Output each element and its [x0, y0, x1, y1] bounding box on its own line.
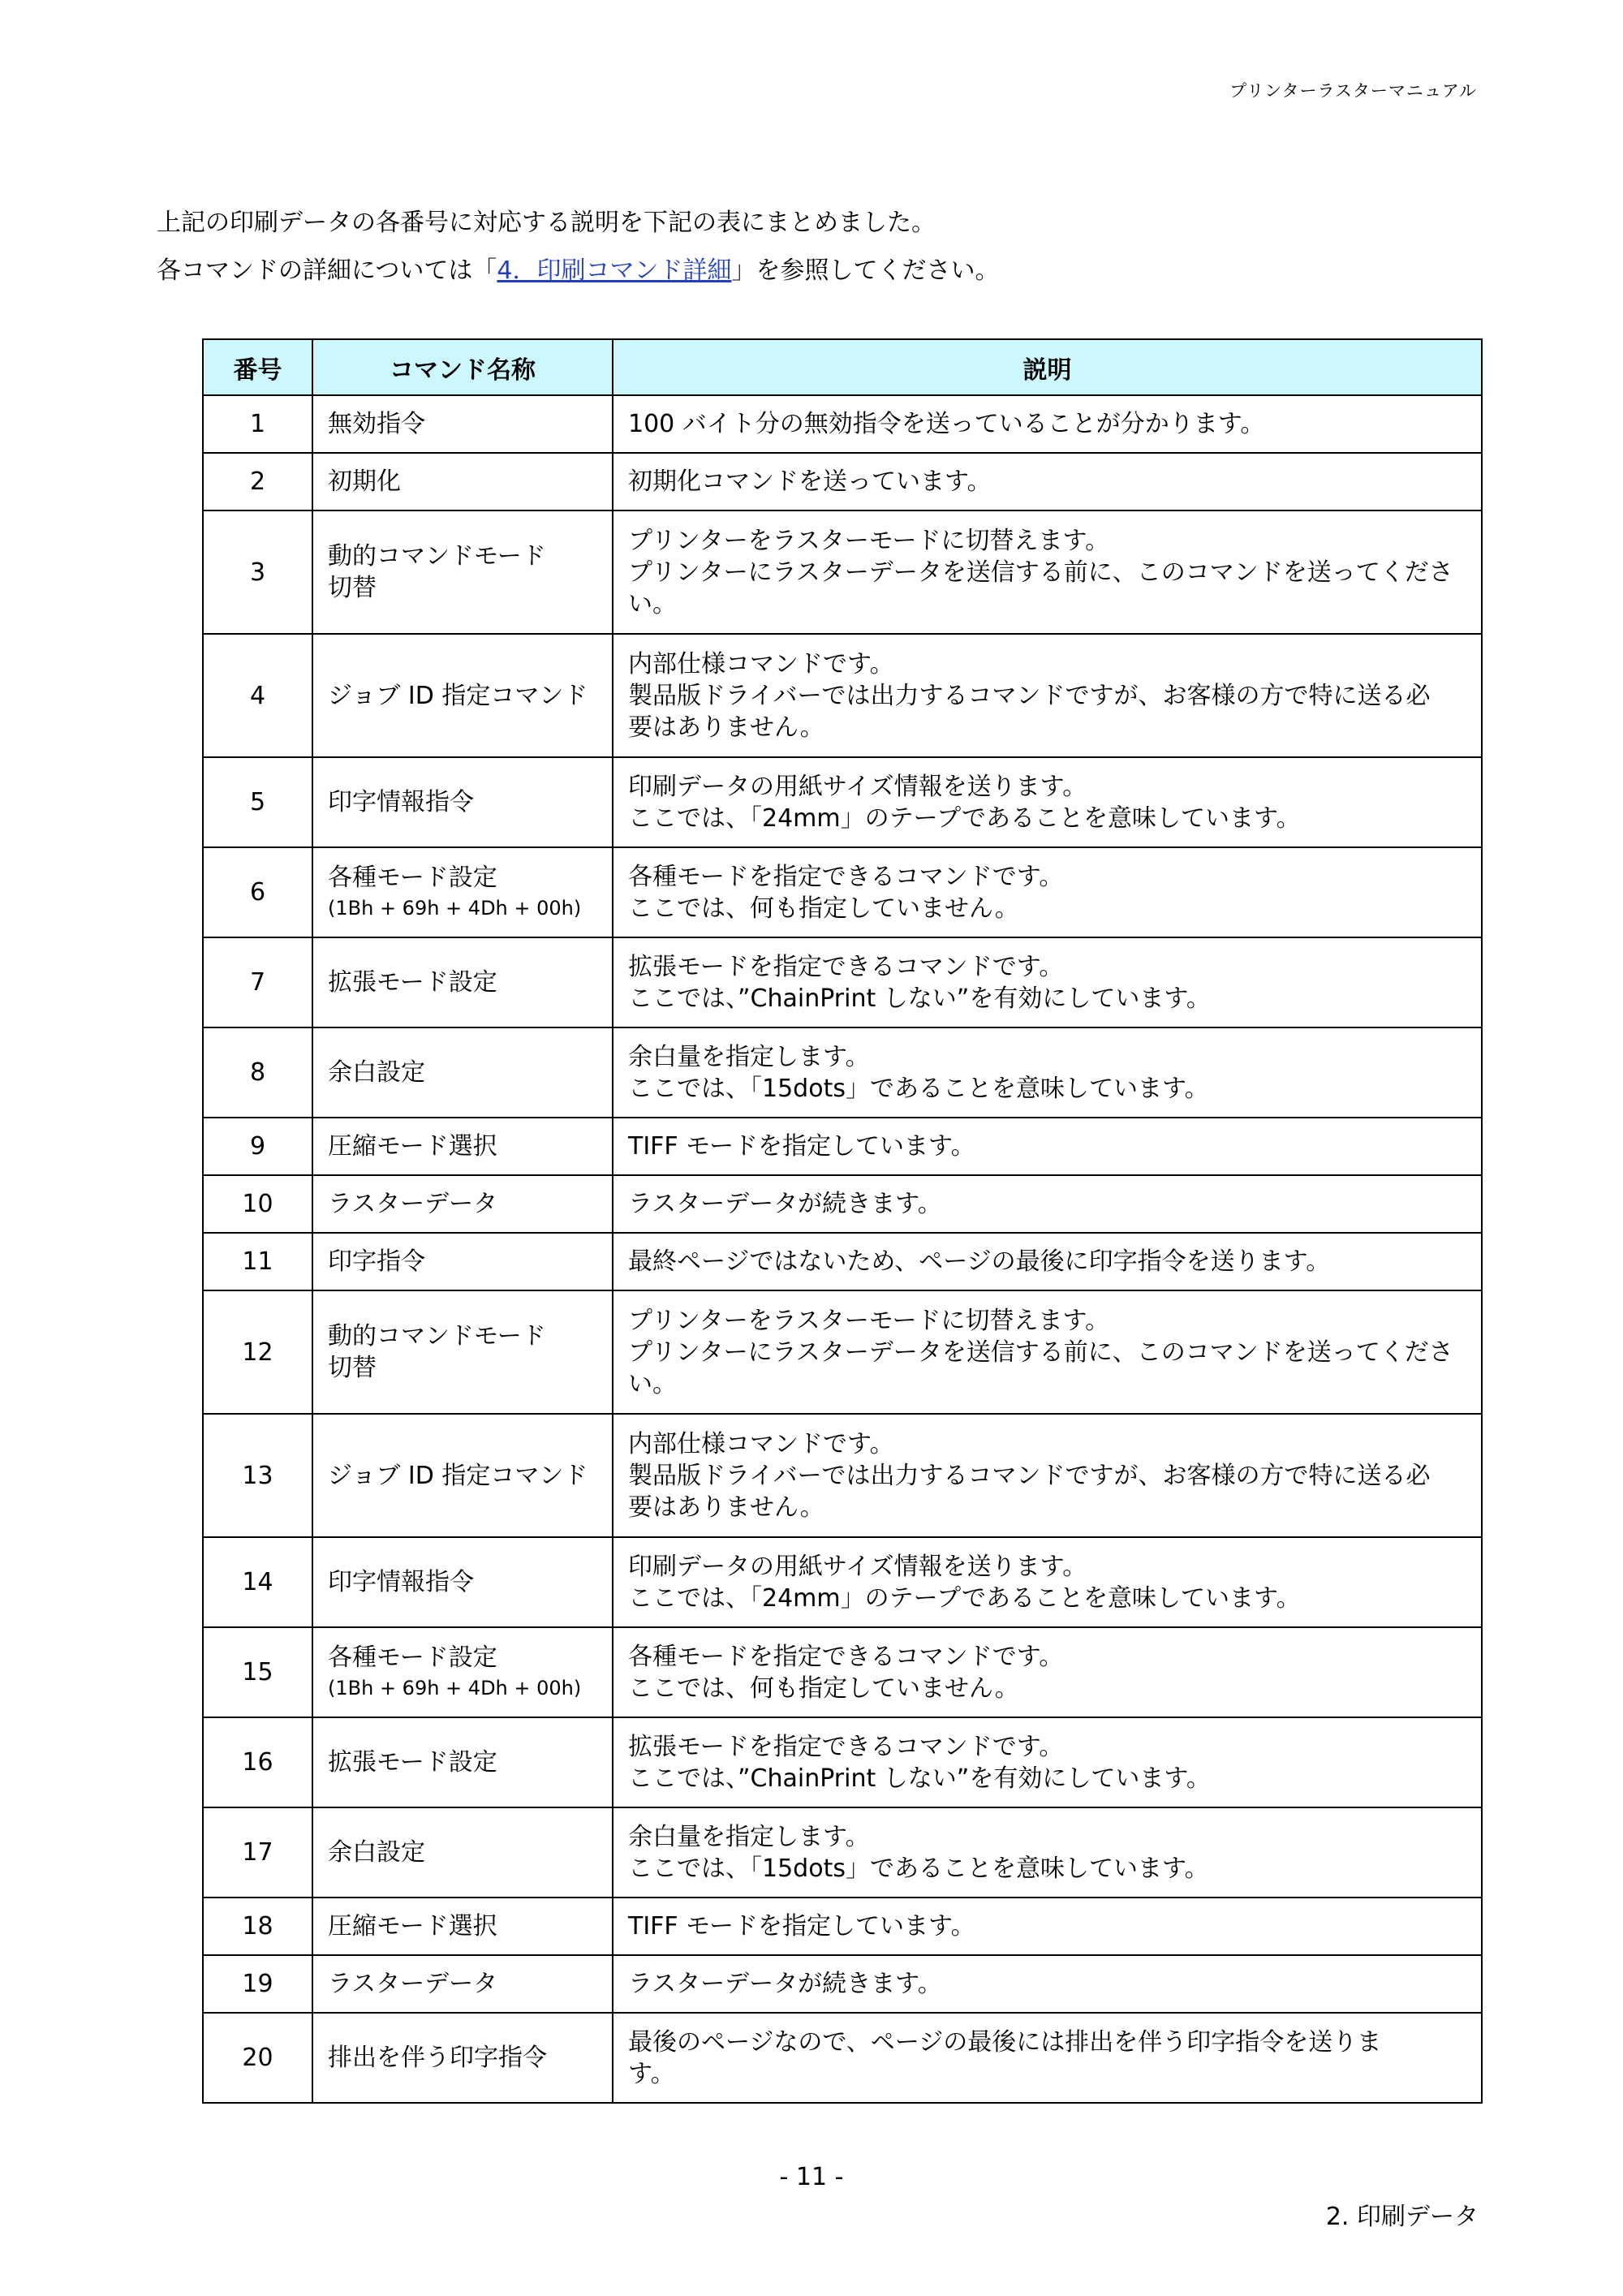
command-name-line: 余白設定: [328, 1838, 425, 1867]
row-description: [613, 847, 1482, 937]
row-description: [613, 1414, 1482, 1537]
row-description: [613, 757, 1482, 847]
description-line: 100 バイト分の無効指令を送っていることが分かります。: [628, 410, 1265, 438]
row-number: 20: [203, 2013, 312, 2103]
table-row: [203, 634, 1482, 757]
description-line: 最後のページなので、ページの最後には排出を伴う印字指令を送りま: [628, 2027, 1382, 2057]
row-number: 18: [203, 1898, 312, 1955]
table-row: [203, 1627, 1482, 1717]
description-line: 印刷データの用紙サイズ情報を送ります。: [628, 772, 1087, 801]
row-number: 1: [203, 395, 312, 453]
header-number: 番号: [203, 339, 312, 395]
command-name-line: ラスターデータ: [328, 1190, 498, 1218]
description-line: ラスターデータが続きます。: [628, 1190, 942, 1218]
command-code: (1Bh + 69h + 4Dh + 00h): [328, 897, 582, 920]
description-line: 製品版ドライバーでは出力するコマンドですが、お客様の方で特に送る必: [628, 1461, 1431, 1490]
table-row: [203, 1807, 1482, 1898]
row-command-name: [312, 1717, 613, 1807]
table-row: [203, 1717, 1482, 1807]
description-line: ここでは、何も指定していません。: [628, 894, 1019, 923]
section-label: 2. 印刷データ: [1325, 2203, 1479, 2231]
table-row: [203, 1537, 1482, 1627]
row-command-name: [312, 1537, 613, 1627]
description-line: い。: [628, 589, 677, 618]
section-4-link[interactable]: 4．印刷コマンド詳細: [497, 256, 732, 285]
table-row: [203, 1898, 1482, 1955]
table-row: [203, 1955, 1482, 2013]
intro-line-2-prefix: 各コマンドの詳細については「: [157, 256, 497, 285]
table-row: [203, 847, 1482, 937]
description-line: す。: [628, 2059, 675, 2088]
row-number: 14: [203, 1537, 312, 1627]
row-number: 19: [203, 1955, 312, 2013]
description-line: 拡張モードを指定できるコマンドです。: [628, 1732, 1064, 1761]
description-line: 最終ページではないため、ページの最後に印字指令を送ります。: [628, 1247, 1331, 1276]
row-command-name: [312, 395, 613, 453]
command-name-line: 各種モード設定: [328, 1643, 497, 1672]
command-name-line: 圧縮モード選択: [328, 1132, 497, 1161]
description-line: 製品版ドライバーでは出力するコマンドですが、お客様の方で特に送る必: [628, 681, 1431, 710]
row-number: 7: [203, 937, 312, 1027]
row-command-name: [312, 510, 613, 634]
description-line: プリンターにラスターデータを送信する前に、このコマンドを送ってくださ: [628, 1338, 1453, 1367]
row-command-name: [312, 1627, 613, 1717]
description-line: 要はありません。: [628, 1493, 824, 1522]
row-description: [613, 510, 1482, 634]
command-name-line: 拡張モード設定: [328, 1748, 497, 1777]
row-number: 2: [203, 453, 312, 510]
row-number: 10: [203, 1175, 312, 1233]
command-code: (1Bh + 69h + 4Dh + 00h): [328, 1677, 582, 1699]
description-line: ここでは、”ChainPrint しない”を有効にしています。: [628, 1764, 1211, 1793]
description-line: 内部仕様コマンドです。: [628, 649, 894, 678]
row-command-name: [312, 1807, 613, 1898]
row-number: 8: [203, 1027, 312, 1118]
command-name-line: ジョブ ID 指定コマンド: [328, 1461, 588, 1490]
table-row: [203, 395, 1482, 453]
intro-line-2: [157, 247, 1000, 295]
row-description: [613, 634, 1482, 757]
row-description: [613, 937, 1482, 1027]
command-name-line: 拡張モード設定: [328, 968, 497, 997]
row-number: 4: [203, 634, 312, 757]
row-description: [613, 453, 1482, 510]
table-row: [203, 2013, 1482, 2103]
command-name-line: 切替: [328, 1354, 377, 1382]
row-number: 15: [203, 1627, 312, 1717]
row-description: [613, 395, 1482, 453]
description-line: ここでは、「24mm」のテープであることを意味しています。: [628, 1583, 1301, 1613]
row-description: [613, 1898, 1482, 1955]
page-number: - 11 -: [779, 2163, 844, 2191]
table-row: [203, 1118, 1482, 1175]
row-description: [613, 1233, 1482, 1290]
row-description: [613, 1807, 1482, 1898]
header-command-name: コマンド名称: [312, 339, 613, 395]
row-command-name: [312, 1898, 613, 1955]
description-line: ここでは、”ChainPrint しない”を有効にしています。: [628, 984, 1211, 1013]
command-name-line: ジョブ ID 指定コマンド: [328, 681, 588, 710]
row-command-name: [312, 1955, 613, 2013]
command-name-line: 初期化: [328, 467, 401, 496]
description-line: 拡張モードを指定できるコマンドです。: [628, 952, 1064, 981]
description-line: TIFF モードを指定しています。: [628, 1912, 975, 1941]
command-name-line: 切替: [328, 574, 377, 602]
description-line: 初期化コマンドを送っています。: [628, 467, 992, 496]
description-line: プリンターをラスターモードに切替えます。: [628, 526, 1110, 555]
row-description: [613, 1627, 1482, 1717]
row-command-name: [312, 1233, 613, 1290]
table-row: [203, 510, 1482, 634]
command-name-line: 印字情報指令: [328, 788, 474, 816]
row-description: [613, 1027, 1482, 1118]
description-line: 内部仕様コマンドです。: [628, 1429, 894, 1458]
row-command-name: [312, 937, 613, 1027]
row-description: [613, 1290, 1482, 1414]
row-command-name: [312, 2013, 613, 2103]
description-line: 余白量を指定します。: [628, 1042, 870, 1071]
command-name-line: 印字指令: [328, 1247, 425, 1276]
description-line: ここでは、「15dots」であることを意味しています。: [628, 1854, 1209, 1883]
row-command-name: [312, 757, 613, 847]
description-line: プリンターにラスターデータを送信する前に、このコマンドを送ってくださ: [628, 558, 1453, 587]
command-name-line: 動的コマンドモード: [328, 1322, 546, 1350]
command-name-line: ラスターデータ: [328, 1970, 498, 1998]
description-line: 要はありません。: [628, 713, 824, 742]
row-command-name: [312, 847, 613, 937]
description-line: 余白量を指定します。: [628, 1822, 870, 1851]
command-name-line: 各種モード設定: [328, 864, 497, 892]
row-command-name: [312, 1027, 613, 1118]
row-description: [613, 1955, 1482, 2013]
header-description: 説明: [613, 339, 1482, 395]
description-line: ここでは、「15dots」であることを意味しています。: [628, 1074, 1209, 1103]
row-number: 16: [203, 1717, 312, 1807]
row-description: [613, 2013, 1482, 2103]
row-command-name: [312, 1118, 613, 1175]
description-line: プリンターをラスターモードに切替えます。: [628, 1306, 1110, 1335]
row-description: [613, 1118, 1482, 1175]
table-row: [203, 1175, 1482, 1233]
description-line: 各種モードを指定できるコマンドです。: [628, 862, 1064, 891]
row-command-name: [312, 634, 613, 757]
row-number: 11: [203, 1233, 312, 1290]
row-description: [613, 1717, 1482, 1807]
row-number: 3: [203, 510, 312, 634]
table-row: [203, 1290, 1482, 1414]
description-line: い。: [628, 1369, 677, 1398]
command-table: [202, 338, 1483, 2104]
document-header-title: プリンターラスターマニュアル: [1229, 81, 1477, 101]
row-number: 13: [203, 1414, 312, 1537]
row-command-name: [312, 1290, 613, 1414]
command-name-line: 圧縮モード選択: [328, 1912, 497, 1941]
description-line: ここでは、何も指定していません。: [628, 1674, 1019, 1703]
description-line: TIFF モードを指定しています。: [628, 1132, 975, 1161]
table-row: [203, 1027, 1482, 1118]
description-line: ラスターデータが続きます。: [628, 1970, 942, 1998]
table-header-row: [203, 339, 1482, 395]
row-command-name: [312, 1175, 613, 1233]
row-number: 17: [203, 1807, 312, 1898]
description-line: 印刷データの用紙サイズ情報を送ります。: [628, 1552, 1087, 1581]
table-row: [203, 757, 1482, 847]
table-row: [203, 453, 1482, 510]
row-number: 12: [203, 1290, 312, 1414]
command-name-line: 動的コマンドモード: [328, 542, 546, 571]
row-description: [613, 1537, 1482, 1627]
command-name-line: 無効指令: [328, 410, 425, 438]
command-name-line: 印字情報指令: [328, 1568, 474, 1596]
row-number: 5: [203, 757, 312, 847]
table-row: [203, 1414, 1482, 1537]
row-command-name: [312, 1414, 613, 1537]
intro-line-2-suffix: 」を参照してください。: [731, 256, 1000, 285]
table-row: [203, 937, 1482, 1027]
row-number: 9: [203, 1118, 312, 1175]
row-command-name: [312, 453, 613, 510]
command-name-line: 排出を伴う印字指令: [328, 2044, 547, 2072]
table-row: [203, 1233, 1482, 1290]
row-number: 6: [203, 847, 312, 937]
description-line: ここでは、「24mm」のテープであることを意味しています。: [628, 803, 1301, 833]
row-description: [613, 1175, 1482, 1233]
command-name-line: 余白設定: [328, 1058, 425, 1087]
intro-line-1: 上記の印刷データの各番号に対応する説明を下記の表にまとめました。: [157, 209, 936, 237]
intro-text: [157, 199, 1000, 295]
description-line: 各種モードを指定できるコマンドです。: [628, 1642, 1064, 1671]
